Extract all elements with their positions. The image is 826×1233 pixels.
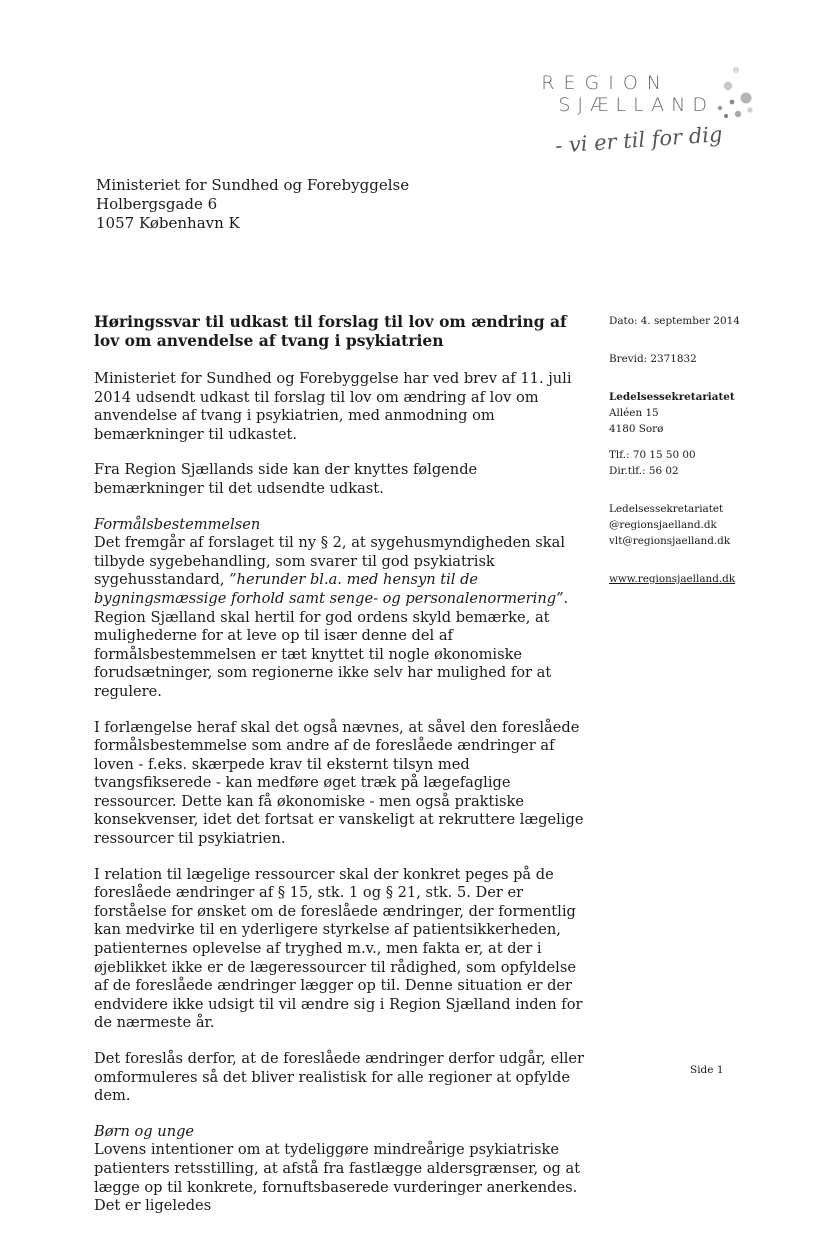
sender-street: Alléen 15 [609, 407, 659, 419]
region-logo [541, 62, 780, 172]
logo-region-text: REGION [541, 72, 670, 94]
recipient-line: Ministeriet for Sundhed og Forebyggelse [96, 176, 410, 194]
sender-phones [609, 447, 779, 479]
paragraph: Lovens intentioner om at tydeliggøre mindreårige psykiatriske patienters retsstilling, at afstå fra fastlægge aldersgrænser, og at lægge op til konkrete, fornuftsbaserede vurderinger anerkendes. Det er ligeledes [94, 1141, 581, 1215]
sender-department: Ledelsessekretariatet [609, 391, 735, 403]
logo-dots-icon [716, 64, 762, 124]
letter-date: Dato: 4. september 2014 [609, 315, 740, 327]
sender-info [609, 313, 779, 597]
sender-address [609, 389, 779, 437]
recipient-address [96, 176, 409, 233]
sender-contact [609, 501, 779, 549]
paragraph: Ministeriet for Sundhed og Forebyggelse har ved brev af 11. juli 2014 udsendt udkast til forslag til lov om ændring af lov om anvendelse af tvang i psykiatrien, med anmodning om bemærkninger til udkastet. [94, 370, 572, 443]
recipient-line: 1057 København K [96, 214, 240, 232]
contact-name: Ledelsessekretariatet [609, 503, 724, 515]
logo-sjaelland-text: SJÆLLAND [558, 94, 714, 116]
paragraph: Det foreslås derfor, at de foreslåede ændringer derfor udgår, eller omformuleres så det bliver realistisk for alle regioner at opfylde dem. [94, 1050, 585, 1105]
sender-city: 4180 Sorø [609, 423, 664, 435]
paragraph: I forlængelse heraf skal det også nævnes, at såvel den foreslåede formålsbestemmelse som andre af de foreslåede ændringer af loven - f.eks. skærpede krav til eksternt tilsyn med tvangsfikserede - kan medføre øget træk på lægefaglige ressourcer. Dette kan få økonomiske - men også praktiske konsekvenser, idet det fortsat er vanskeligt at rekruttere lægelige ressourcer til psykiatrien. [94, 718, 584, 848]
paragraph-text: Det fremgår af forslaget til ny § 2, at sygehusmyndigheden skal tilbyde sygebehandling, som svarer til god psykiatrisk sygehusstandard, [94, 534, 566, 589]
section-heading: Formålsbestemmelsen [94, 515, 261, 533]
paragraph: I relation til lægelige ressourcer skal der konkret peges på de foreslåede ændringer af § 15, stk. 1 og § 21, stk. 5. Der er forståelse for ønsket om de foreslåede ændringer, der formentlig kan medvirke til en yderligere styrkelse af patientsikkerheden, patienternes oplevelse af tryghed m.v., men fakta er, at der i øjeblikket ikke er de lægeressourcer til rådighed, som opfyldelse af de foreslåede ændringer lægger op til. Denne situation er der endvidere ikke udsigt til vil ændre sig i Region Sjælland inden for de nærmeste år. [94, 865, 583, 1032]
paragraph: Fra Region Sjællands side kan der knyttes følgende bemærkninger til det udsendte udkast. [94, 461, 478, 497]
letter-body [94, 312, 588, 1233]
logo-tagline: - vi er til for dig [553, 122, 723, 158]
section-heading: Børn og unge [94, 1122, 195, 1140]
letter-subject: Høringssvar til udkast til forslag til lov om ændring af lov om anvendelse af tvang i psykiatrien [94, 312, 567, 350]
paragraph-text: . Region Sjælland skal hertil for god ordens skyld bemærke, at mulighederne for at leve op til især denne del af formålsbestemmelsen er tæt knyttet til nogle økonomiske forudsætninger, som regionerne ikke selv har mulighed for at regulere. [94, 589, 569, 700]
letter-id: Brevid: 2371832 [609, 353, 697, 365]
recipient-line: Holbergsgade 6 [96, 195, 218, 213]
page-number: Side 1 [690, 1064, 724, 1076]
sender-phone: Tlf.: 70 15 50 00 [609, 449, 696, 461]
paragraph-quote: ”herunder bl.a. med hensyn til de bygningsmæssige forhold samt senge- og personalenormering” [94, 571, 564, 607]
sender-direct-phone: Dir.tlf.: 56 02 [609, 465, 679, 477]
contact-email: vlt@regionsjaelland.dk [609, 535, 731, 547]
contact-email: @regionsjaelland.dk [609, 519, 717, 531]
paragraph [94, 534, 588, 701]
website-link[interactable]: www.regionsjaelland.dk [609, 573, 736, 585]
